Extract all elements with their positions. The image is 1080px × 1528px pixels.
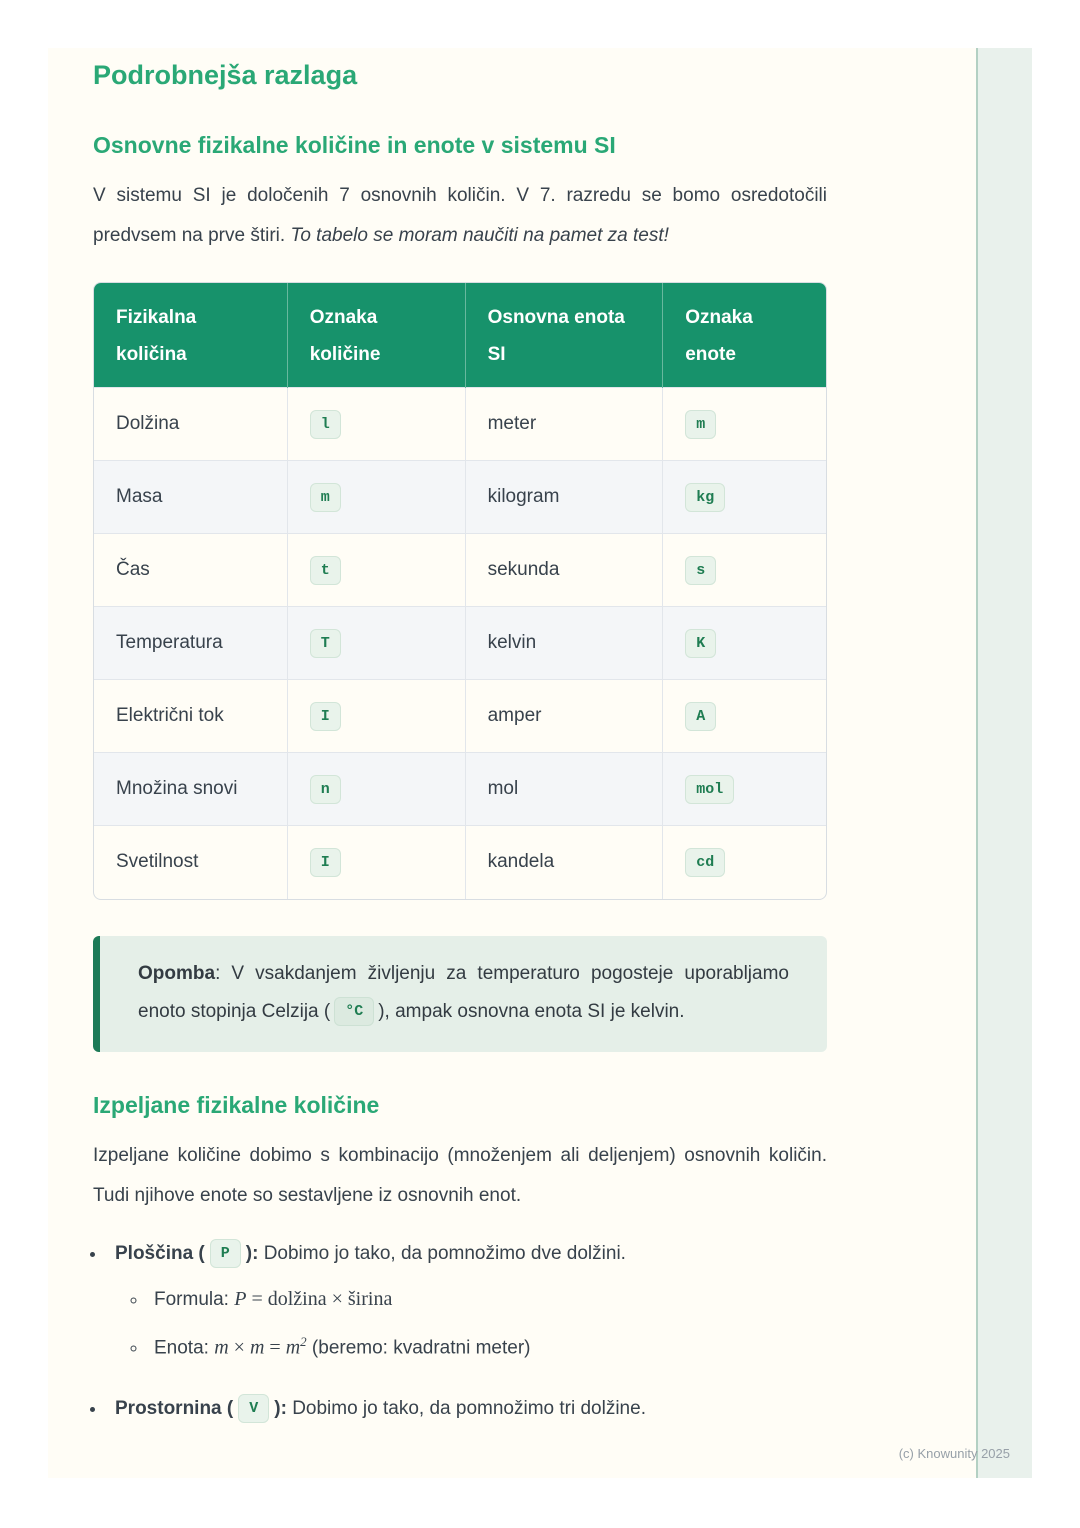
derived-quantities-list: [93, 1236, 827, 1427]
volume-name: Prostornina (: [115, 1397, 234, 1419]
page-title: Podrobnejša razlaga: [93, 60, 358, 90]
unit-symbol-chip: K: [685, 629, 716, 658]
area-name: Ploščina (: [115, 1242, 205, 1264]
symbol-cell: [287, 607, 465, 680]
header-cell-quantity: Fizikalna količina: [94, 283, 287, 388]
header-cell-unit-symbol: Oznaka enote: [663, 283, 826, 388]
area-symbol-chip: P: [210, 1239, 241, 1268]
unit-cell: amper: [465, 680, 663, 753]
section-heading-basic-quantities: Osnovne fizikalne količine in enote v sistemu SI: [93, 132, 616, 158]
document-page: [48, 48, 976, 1478]
symbol-chip: t: [310, 556, 341, 585]
volume-description: Dobimo jo tako, da pomnožimo tri dolžine.: [292, 1397, 646, 1419]
note-label: Opomba: [138, 962, 216, 984]
list-item-volume: [107, 1391, 827, 1427]
note-text-after-chip: ), ampak osnovna enota SI je kelvin.: [378, 1000, 685, 1022]
unit-symbol-cell: [663, 607, 826, 680]
table-row: [94, 680, 826, 753]
derived-intro-paragraph: Izpeljane količine dobimo s kombinacijo (množenjem ali deljenjem) osnovnih količin. Tudi njihove enote so sestavljene iz osnovnih enot.: [93, 1144, 827, 1206]
table-row: [94, 461, 826, 534]
right-accent-stripe: [976, 48, 1032, 1478]
symbol-cell: [287, 461, 465, 534]
formula-variable: P: [234, 1287, 247, 1310]
si-units-table: [93, 282, 827, 900]
unit-symbol-chip: cd: [685, 848, 725, 877]
watermark: (c) Knowunity 2025: [898, 1446, 1010, 1461]
unit-symbol-cell: [663, 680, 826, 753]
list-item-area: [107, 1236, 827, 1363]
unit-symbol-chip: s: [685, 556, 716, 585]
formula-label: Formula:: [154, 1288, 235, 1310]
intro-italic-text: To tabelo se moram naučiti na pamet za test!: [290, 225, 669, 246]
symbol-cell: [287, 534, 465, 607]
symbol-chip: I: [310, 848, 341, 877]
symbol-chip: l: [310, 410, 341, 439]
unit-m3: m: [285, 1335, 301, 1358]
formula-expression: = dolžina × širina: [246, 1287, 393, 1310]
table-row: [94, 753, 826, 826]
table-row: [94, 826, 826, 899]
unit-symbol-cell: [663, 753, 826, 826]
unit-symbol-cell: [663, 461, 826, 534]
unit-m1: m: [214, 1335, 229, 1358]
unit-symbol-cell: [663, 534, 826, 607]
table-row: [94, 607, 826, 680]
symbol-cell: [287, 388, 465, 461]
area-unit-item: [148, 1327, 827, 1363]
table-row: [94, 388, 826, 461]
quantity-cell: Čas: [94, 534, 287, 607]
symbol-cell: [287, 680, 465, 753]
area-formula-item: [148, 1284, 827, 1315]
intro-paragraph: [93, 176, 827, 256]
quantity-cell: Dolžina: [94, 388, 287, 461]
unit-symbol-chip: m: [685, 410, 716, 439]
quantity-cell: Masa: [94, 461, 287, 534]
table-header-row: [94, 283, 826, 388]
unit-symbol-cell: [663, 388, 826, 461]
symbol-cell: [287, 753, 465, 826]
unit-cell: kilogram: [465, 461, 663, 534]
unit-cell: sekunda: [465, 534, 663, 607]
unit-equals: =: [264, 1335, 286, 1358]
area-sub-list: [115, 1284, 827, 1363]
quantity-cell: Svetilnost: [94, 826, 287, 899]
unit-symbol-chip: mol: [685, 775, 734, 804]
unit-times: ×: [228, 1335, 250, 1358]
unit-symbol-chip: A: [685, 702, 716, 731]
note-text-before-chip: : V vsakdanjem življenju za temperaturo pogosteje uporabljamo enoto stopinja Celzija (: [138, 962, 789, 1022]
unit-symbol-cell: [663, 826, 826, 899]
unit-label: Enota:: [154, 1336, 215, 1358]
unit-cell: kelvin: [465, 607, 663, 680]
symbol-cell: [287, 826, 465, 899]
symbol-chip: T: [310, 629, 341, 658]
celsius-chip: °C: [334, 997, 374, 1026]
quantity-cell: Temperatura: [94, 607, 287, 680]
volume-symbol-chip: V: [238, 1394, 269, 1423]
intro-text: V sistemu SI je določenih 7 osnovnih količin. V 7. razredu se bomo osredotočili predvsem na prve štiri.: [93, 185, 827, 246]
unit-cell: mol: [465, 753, 663, 826]
unit-symbol-chip: kg: [685, 483, 725, 512]
unit-m2: m: [249, 1335, 265, 1358]
page-content: [48, 48, 976, 1427]
area-description: Dobimo jo tako, da pomnožimo dve dolžini.: [263, 1242, 626, 1264]
symbol-chip: n: [310, 775, 341, 804]
unit-superscript: 2: [300, 1333, 307, 1349]
header-cell-symbol: Oznaka količine: [287, 283, 465, 388]
unit-cell: kandela: [465, 826, 663, 899]
area-paren-close: ):: [245, 1242, 264, 1264]
note-callout-box: [93, 936, 827, 1052]
table-row: [94, 534, 826, 607]
header-cell-unit: Osnovna enota SI: [465, 283, 663, 388]
quantity-cell: Električni tok: [94, 680, 287, 753]
unit-reading: (beremo: kvadratni meter): [306, 1336, 531, 1358]
volume-paren-close: ):: [274, 1397, 293, 1419]
symbol-chip: I: [310, 702, 341, 731]
quantity-cell: Množina snovi: [94, 753, 287, 826]
symbol-chip: m: [310, 483, 341, 512]
section-heading-derived-quantities: Izpeljane fizikalne količine: [93, 1091, 380, 1118]
unit-cell: meter: [465, 388, 663, 461]
